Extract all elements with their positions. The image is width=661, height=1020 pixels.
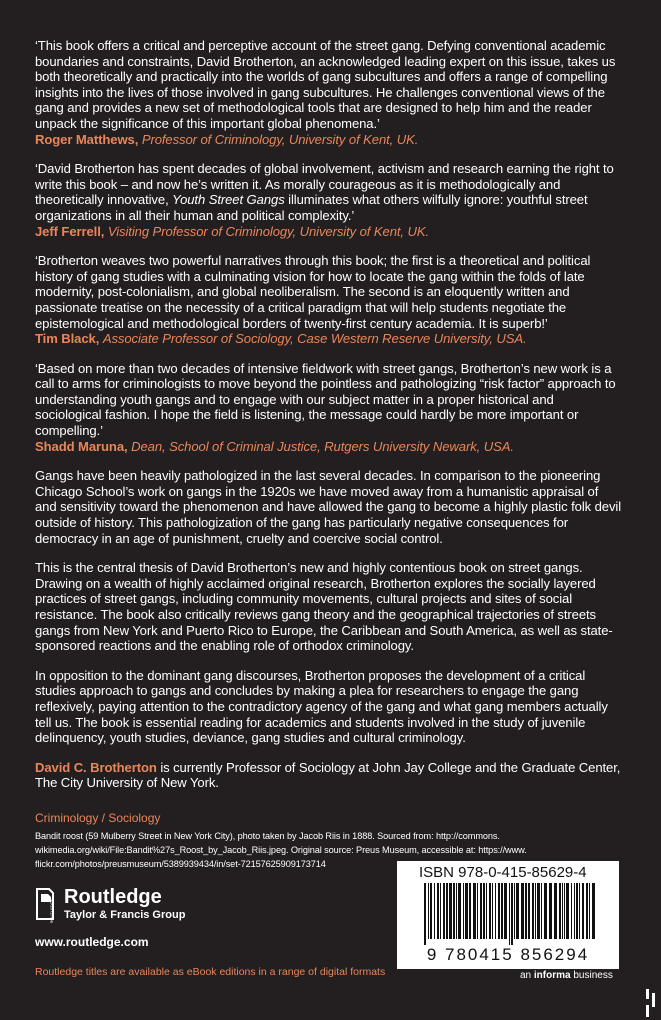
barcode-bar	[440, 883, 441, 939]
barcode-bar	[465, 883, 468, 939]
barcode-bar	[511, 883, 513, 945]
barcode-bar	[574, 883, 575, 939]
barcode-bar	[564, 883, 565, 939]
barcode-bar	[532, 883, 534, 939]
barcode-bar	[535, 883, 536, 939]
logo-vertical-text: ROUTLEDGE	[49, 898, 54, 923]
barcode-bar	[516, 883, 519, 939]
barcode-bar	[498, 883, 500, 939]
barcode-bar	[501, 883, 503, 939]
barcode-bar	[576, 883, 578, 939]
barcode-bar	[483, 883, 485, 939]
barcode-bar	[492, 883, 493, 939]
barcode-bar	[586, 883, 588, 939]
barcode-bar	[521, 883, 524, 939]
barcode-bar	[469, 883, 471, 939]
routledge-logo-icon	[35, 885, 57, 923]
barcode-bar	[528, 883, 530, 939]
barcode-bar	[434, 883, 435, 939]
barcode-bar	[559, 883, 561, 939]
barcode-bar	[489, 883, 491, 939]
barcode-bar	[509, 883, 510, 945]
author-bio: David C. Brotherton is currently Professor of Sociology at John Jay College and the Graduate Center, The City University of New York.	[35, 759, 621, 791]
barcode-bar	[480, 883, 482, 939]
isbn-digits: 9 780415 856294	[426, 945, 590, 964]
publisher-name: Routledge	[64, 886, 162, 908]
testimonial: ‘This book offers a critical and perceptive account of the street gang. Defying conventional academic boundaries and constraints, David Brotherton, an acknowledged leading expert on this issue, takes us both theoretically and practically into the worlds of gang subcultures and offers a range of compelling insights into the lives of those involved in gang subcultures. He challenges conventional views of the gang and provides a new set of methodological tools that are designed to help him and the reader unpack the significance of this important global phenomena.’ Roger Matthews, Professor of Criminology, University of Kent, UK.	[35, 38, 623, 147]
barcode-bar	[437, 883, 439, 939]
testimonial: ‘Based on more than two decades of intensive fieldwork with street gangs, Brotherton’s new work is a call to arms for criminologists to move beyond the pointless and pathologizing “risk factor” approach to understanding youth gangs and to engage with our subject matter in a proper historical and sociological fashion. I hope the field is listening, the message could hardly be more important or compelling.’ Shadd Maruna, Dean, School of Criminal Justice, Rutgers University Newark, USA.	[35, 361, 623, 455]
barcode-bar	[592, 883, 595, 939]
barcode-bar	[537, 883, 540, 939]
barcode-bar	[566, 883, 569, 939]
barcode-bar	[424, 883, 426, 945]
barcode-bar	[428, 883, 429, 939]
barcode-bar	[456, 883, 457, 939]
subject-category: Criminology / Sociology	[35, 811, 161, 825]
publisher-group: Taylor & Francis Group	[64, 909, 186, 921]
back-cover-text	[35, 38, 623, 805]
barcode-bar	[541, 883, 542, 939]
publisher-logo	[35, 885, 185, 923]
barcode-bar	[562, 883, 563, 939]
isbn-label: ISBN 978-0-415-85629-4	[419, 864, 587, 881]
book-title: Youth Street Gangs	[172, 192, 285, 208]
barcode-icon	[422, 883, 600, 945]
barcode-bar	[589, 883, 590, 939]
barcode-bar	[495, 883, 496, 939]
barcode-bar	[446, 883, 448, 939]
barcode-bar	[525, 883, 527, 939]
barcode-bar	[486, 883, 487, 939]
testimonial-source: Shadd Maruna, Dean, School of Criminal Justice, Rutgers University Newark, USA.	[35, 438, 514, 454]
testimonial: ‘Brotherton weaves two powerful narratives through this book; the first is a theoretical and political history of gang studies with a culminating vision for how to locate the gang within the folds of late modernity, post-colonialism, and global neoliberalism. The second is an eloquently written and passionate treatise on the necessity of a critical paradigm that will help students negotiate the epistemological and methodological borders of twenty-first century academia. It is superb!’ Tim Black, Associate Professor of Sociology, Case Western Reserve University, USA.	[35, 253, 623, 347]
barcode-bar	[544, 883, 547, 939]
testimonial-source: Jeff Ferrell, Visiting Professor of Criminology, University of Kent, UK.	[35, 223, 430, 239]
informa-business: an informa business	[520, 970, 613, 981]
barcode-bar	[477, 883, 478, 939]
isbn-barcode-box	[397, 861, 619, 969]
barcode-bar	[449, 883, 452, 939]
description-paragraph: This is the central thesis of David Brotherton’s new and highly contentious book on street gangs. Drawing on a wealth of highly acclaimed original research, Brotherton explores the socially layered practices of street gangs, including community movements, cultural projects and sites of social resistance. The book also critically reviews gang theory and the geographical trajectories of streets gangs from New York and Puerto Rico to Europe, the Caribbean and South America, as well as state-sponsored reactions and the enabling role of orthodox criminology.	[35, 560, 613, 654]
barcode-bar	[453, 883, 455, 939]
description-paragraph: In opposition to the dominant gang discourses, Brotherton proposes the development of a critical studies approach to gangs and concludes by making a plea for researchers to engage the gang reflexively, paying attention to the contradictory agency of the gang and what gang members actually tell us. The book is essential reading for academics and students involved in the study of juvenile delinquency, youth studies, deviance, gang studies and cultural criminology.	[35, 667, 608, 746]
edge-mark-icon	[644, 985, 661, 1020]
barcode-bar	[504, 883, 507, 939]
barcode-bar	[514, 883, 515, 939]
publisher-url[interactable]: www.routledge.com	[35, 935, 149, 949]
barcode-bar	[473, 883, 476, 939]
testimonial-source: Roger Matthews, Professor of Criminology, University of Kent, UK.	[35, 131, 419, 147]
image-credit: Bandit roost (59 Mulberry Street in New York City), photo taken by Jacob Riis in 1888. Sourced from: http://commons. wikimedia.org/wiki/File:Bandit%27s_Roost_by_Jacob_Riis.jpeg. Original source: Preus Museum, accessible at: https://www. flickr.com/photos/preusmuseum/5389939434/in/set-72157625909173714	[35, 831, 527, 869]
barcode-bar	[554, 883, 557, 939]
barcode-bar	[582, 883, 584, 939]
barcode-bar	[571, 883, 572, 939]
barcode-bar	[463, 883, 464, 939]
description-paragraph: Gangs have been heavily pathologized in the last several decades. In comparison to the pioneering Chicago School’s work on gangs in the 1920s we have moved away from a humanistic appraisal of and sensitivity toward the phenomenon and have allowed the gang to become a highly plastic folk devil outside of history. This pathologization of the gang has particularly negative consequences for democracy in an age of punishment, cruelty and coercive social control.	[35, 468, 622, 546]
testimonial: ‘David Brotherton has spent decades of global involvement, activism and research earning the right to write this book – and now he’s written it. As morally courageous as it is methodologically and theoretically innovative, Youth Street Gangs illuminates what others wilfully ignore: youthful street organizations in all their human and political complexity.’ Jeff Ferrell, Visiting Professor of Criminology, University of Kent, UK.	[35, 161, 623, 239]
barcode-bar	[443, 883, 445, 939]
barcode-bar	[430, 883, 432, 939]
testimonial-source: Tim Black, Associate Professor of Sociology, Case Western Reserve University, USA.	[35, 331, 527, 347]
ebook-note: Routledge titles are available as eBook editions in a range of digital formats	[35, 966, 386, 978]
barcode-bar	[549, 883, 552, 939]
barcode-bar	[458, 883, 461, 939]
barcode-bar	[579, 883, 580, 939]
